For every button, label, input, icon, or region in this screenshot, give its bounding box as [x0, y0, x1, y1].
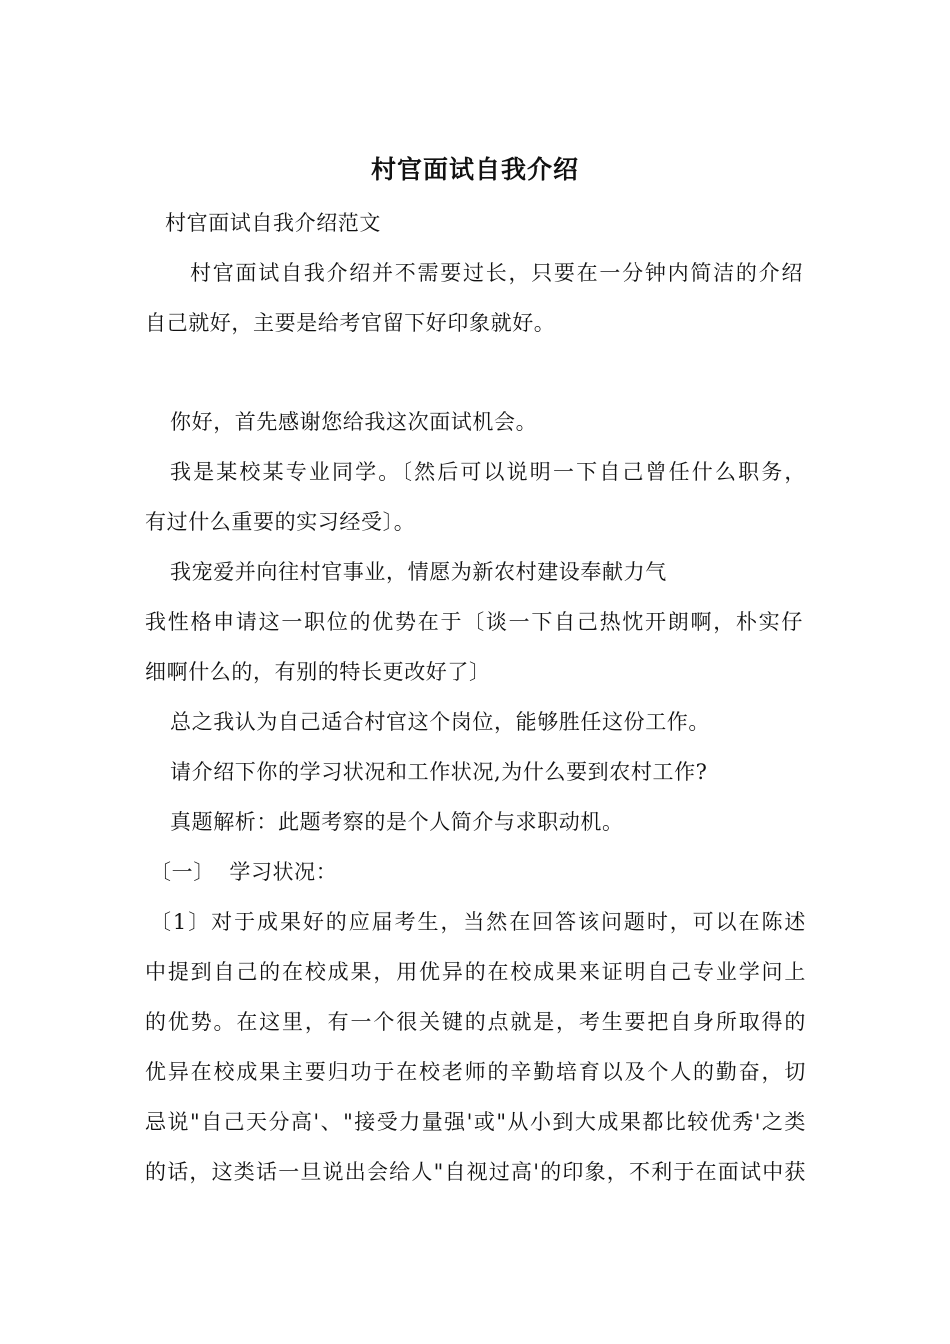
paragraph-line: 我性格申请这一职位的优势在于〔谈一下自己热忱开朗啊，朴实仔: [145, 610, 803, 634]
subtitle-line: 村官面试自我介绍范文: [165, 211, 381, 235]
paragraph-line: 我是某校某专业同学。〔然后可以说明一下自己曾任什么职务，: [170, 460, 806, 484]
paragraph-line: 的优势。在这里，有一个很关键的点就是，考生要把自身所取得的: [145, 1010, 806, 1034]
paragraph-line: 忌说"自己天分高'、"接受力量强'或"从小到大成果都比较优秀'之类: [145, 1110, 806, 1134]
paragraph-line: 细啊什么的，有别的特长更改好了〕: [145, 660, 491, 684]
paragraph-line: 优异在校成果主要归功于在校老师的辛勤培育以及个人的勤奋，切: [145, 1060, 806, 1084]
paragraph-line: 请介绍下你的学习状况和工作状况,为什么要到农村工作?: [170, 760, 708, 784]
document-title: 村官面试自我介绍: [370, 155, 579, 184]
paragraph-line: 自己就好，主要是给考官留下好印象就好。: [145, 311, 556, 335]
paragraph-line: 有过什么重要的实习经受〕。: [145, 510, 416, 534]
paragraph-line: 的话，这类话一旦说出会给人"自视过高'的印象，不利于在面试中获: [145, 1160, 806, 1184]
paragraph-line: 真题解析：此题考察的是个人简介与求职动机。: [170, 810, 624, 834]
paragraph-line: 〔1〕对于成果好的应届考生，当然在回答该问题时，可以在陈述: [150, 910, 806, 934]
paragraph-line: 村官面试自我介绍并不需要过长，只要在一分钟内简洁的介绍: [190, 261, 803, 285]
paragraph-line: 你好，首先感谢您给我这次面试机会。: [170, 410, 538, 434]
paragraph-line: 总之我认为自己适合村官这个岗位，能够胜任这份工作。: [170, 710, 710, 734]
paragraph-line: 中提到自己的在校成果，用优异的在校成果来证明自己专业学问上: [145, 960, 806, 984]
section-heading: 〔一〕 学习状况：: [150, 860, 338, 884]
paragraph-line: 我宠爱并向往村官事业，情愿为新农村建设奉献力气: [170, 560, 667, 584]
